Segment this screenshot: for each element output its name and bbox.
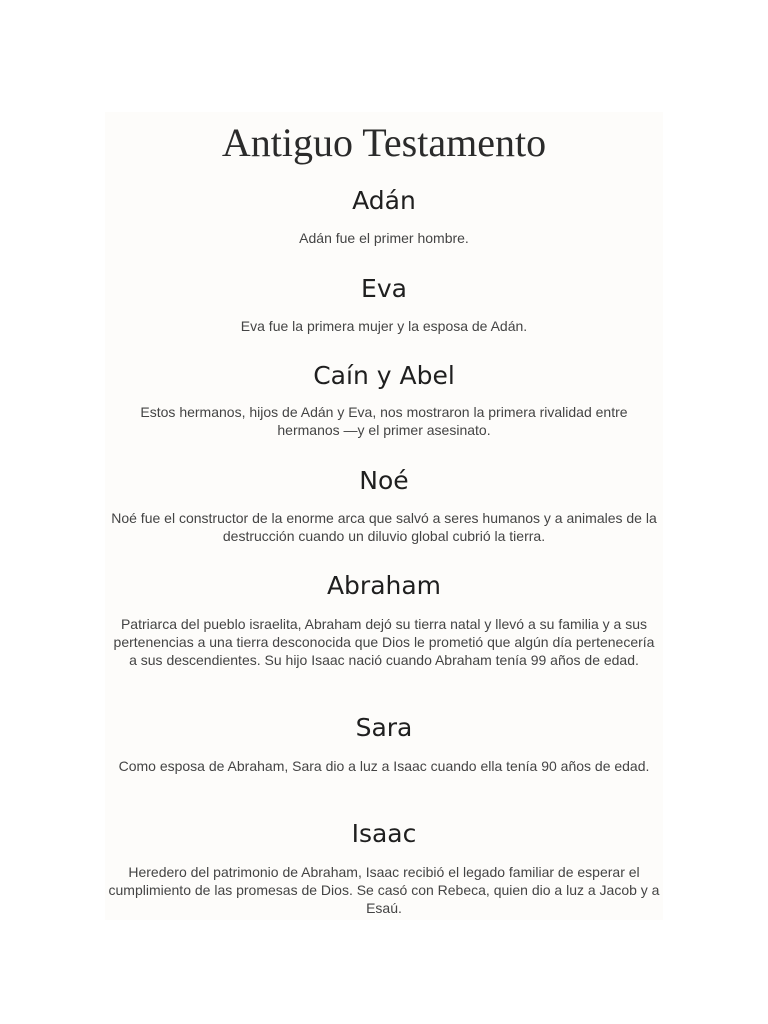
entry-heading-abraham: Abraham: [326, 571, 442, 600]
entry-heading-noe: Noé: [359, 466, 409, 495]
entry-description-isaac: Heredero del patrimonio de Abraham, Isaac recibió el legado familiar de esperar el cumplimiento de las promesas de Dios. Se casó con Rebeca, quien dio a luz a Jacob y a Esaú.: [108, 864, 660, 916]
entry-description-eva: Eva fue la primera mujer y la esposa de Adán.: [240, 318, 528, 334]
entry-description-cain-y-abel: Estos hermanos, hijos de Adán y Eva, nos mostraron la primera rivalidad entre hermanos —y el primer asesinato.: [140, 404, 628, 438]
entry-description-noe: Noé fue el constructor de la enorme arca que salvó a seres humanos y a animales de la destrucción cuando un diluvio global cubrió la tierra.: [111, 510, 657, 544]
entry-heading-adan: Adán: [352, 186, 416, 215]
entry-heading-isaac: Isaac: [351, 819, 417, 848]
entry-description-abraham: Patriarca del pueblo israelita, Abraham dejó su tierra natal y llevó a su familia y a sus pertenencias a una tierra desconocida que Dios le prometió que algún día pertenecería a sus descendientes. Su hijo Isaac nació cuando Abraham tenía 99 años de edad.: [113, 616, 655, 668]
entry-description-adan: Adán fue el primer hombre.: [299, 230, 469, 246]
entry-heading-sara: Sara: [355, 713, 413, 742]
entry-heading-eva: Eva: [361, 274, 407, 303]
page-title: Antiguo Testamento: [221, 120, 547, 165]
entry-heading-cain-y-abel: Caín y Abel: [313, 361, 455, 390]
document-page: [105, 112, 663, 920]
entry-description-sara: Como esposa de Abraham, Sara dio a luz a Isaac cuando ella tenía 90 años de edad.: [118, 758, 650, 774]
